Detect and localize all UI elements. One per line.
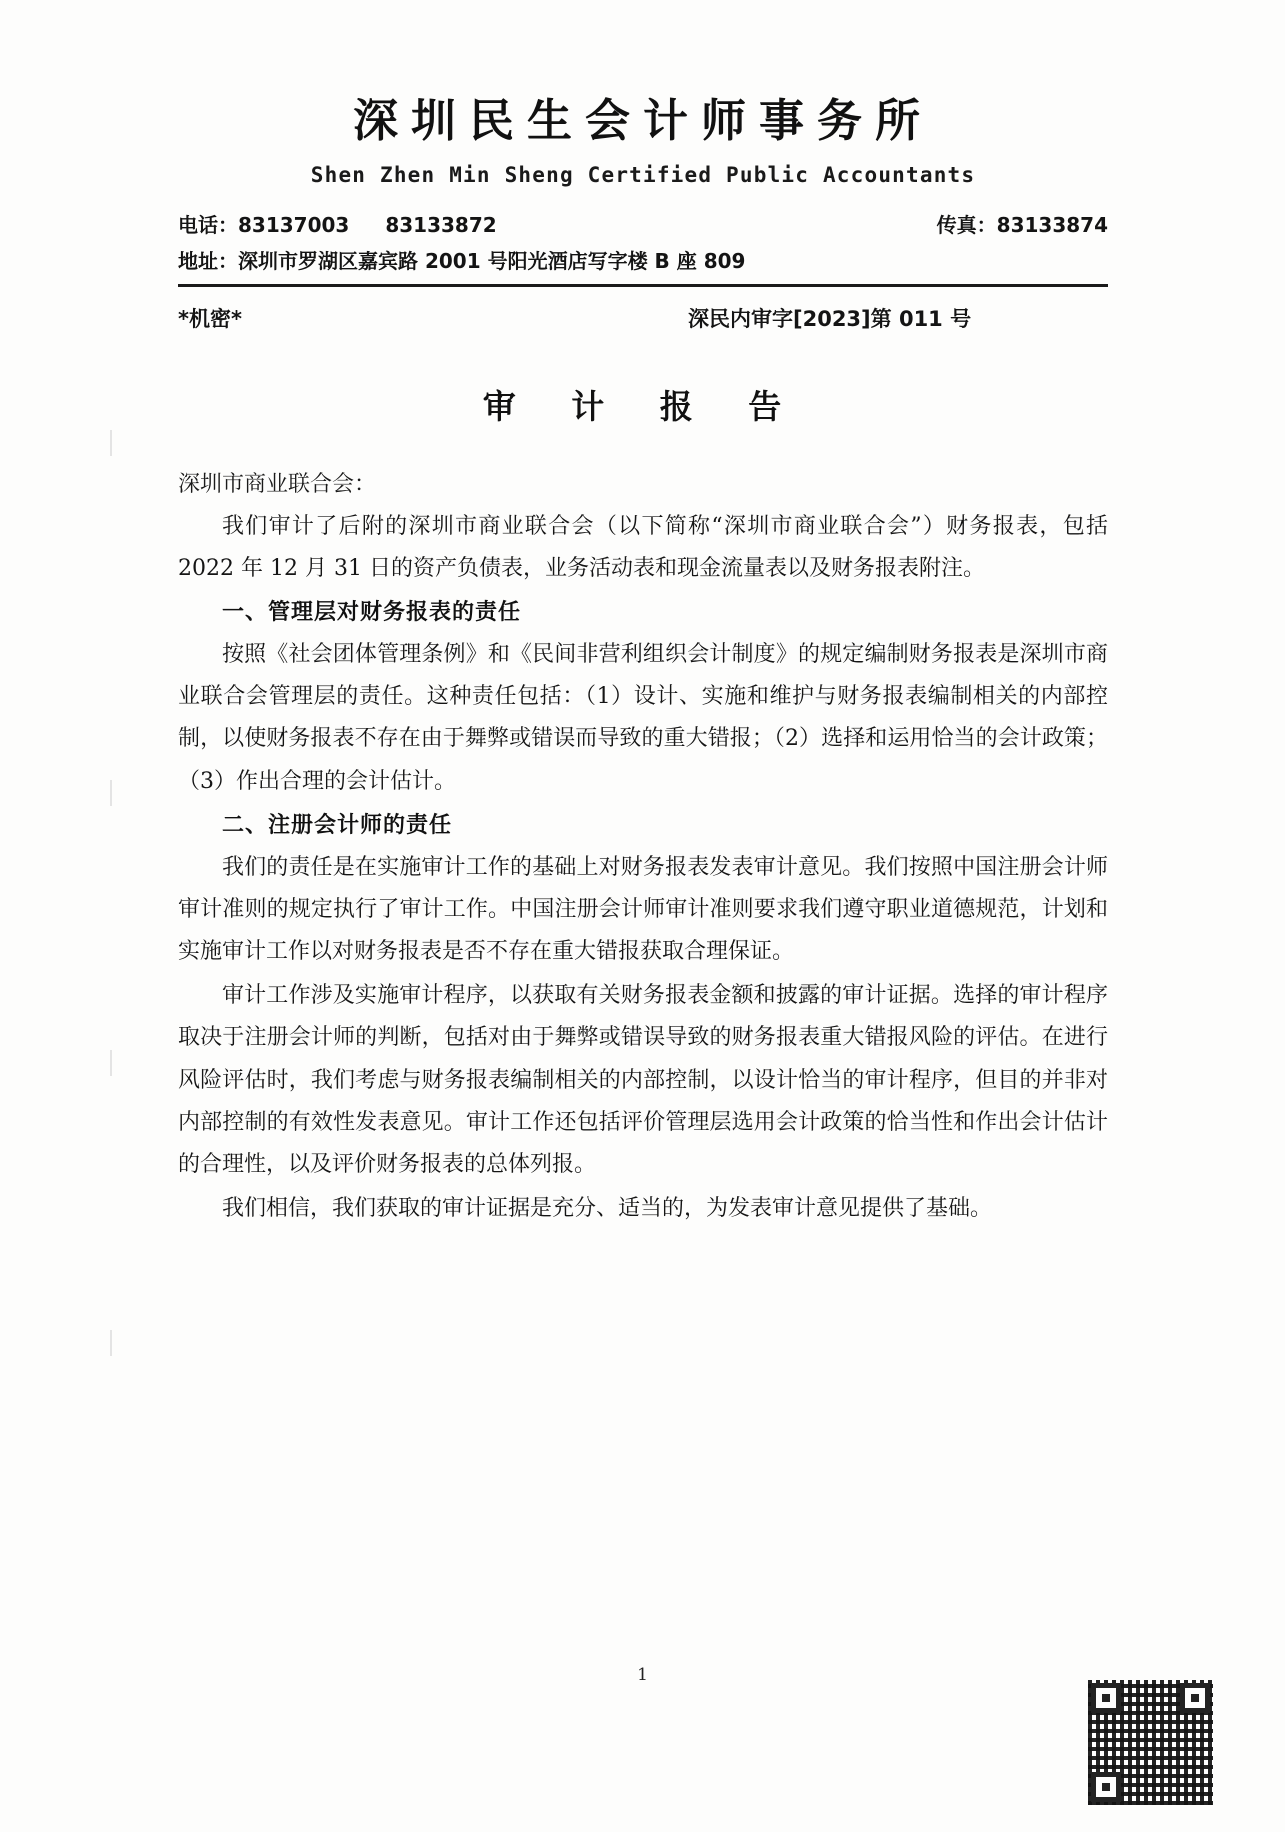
document-content xyxy=(178,95,1108,1231)
phone-label: 电话： xyxy=(178,212,238,237)
company-name-cn: 深圳民生会计师事务所 xyxy=(352,94,933,147)
phone-number-1: 83137003 xyxy=(238,212,350,237)
section-heading-1: 一、管理层对财务报表的责任 xyxy=(222,600,522,626)
paragraph-intro: 我们审计了后附的深圳市商业联合会（以下简称“深圳市商业联合会”）财务报表，包括 2022 年 12 月 31 日的资产负债表，业务活动表和现金流量表以及财务报表附注。 xyxy=(178,513,1108,581)
phone-number-2: 83133872 xyxy=(385,212,497,237)
header-divider xyxy=(178,284,1108,287)
document-number: 深民内审字[2023]第 011 号 xyxy=(688,306,972,331)
addressee: 深圳市商业联合会： xyxy=(178,471,377,497)
paragraph-section-2-2: 审计工作涉及实施审计程序，以获取有关财务报表金额和披露的审计证据。选择的审计程序取决于注册会计师的判断，包括对由于舞弊或错误导致的财务报表重大错报风险的评估。在进行风险评估时，我们考虑与财务报表编制相关的内部控制，以设计恰当的审计程序，但目的并非对内部控制的有效性发表意见。审计工作还包括评价管理层选用会计政策的恰当性和作出会计估计的合理性，以及评价财务报表的总体列报。 xyxy=(178,983,1108,1178)
phone-line xyxy=(178,209,497,238)
page-number: 1 xyxy=(637,1665,648,1685)
company-name-en: Shen Zhen Min Sheng Certified Public Accountants xyxy=(310,162,976,187)
contact-row xyxy=(178,209,1108,238)
paragraph-section-1: 按照《社会团体管理条例》和《民间非营利组织会计制度》的规定编制财务报表是深圳市商业联合会管理层的责任。这种责任包括：（1）设计、实施和维护与财务报表编制相关的内部控制，以使财务报表不存在由于舞弊或错误而导致的重大错报；（2）选择和运用恰当的会计政策；（3）作出合理的会计估计。 xyxy=(178,641,1108,794)
paragraph-section-2-1: 我们的责任是在实施审计工作的基础上对财务报表发表审计意见。我们按照中国注册会计师审计准则的规定执行了审计工作。中国注册会计师审计准则要求我们遵守职业道德规范，计划和实施审计工作以对财务报表是否不存在重大错报获取合理保证。 xyxy=(178,854,1108,965)
page-title: 审 计 报 告 xyxy=(482,386,804,426)
paragraph-section-2-3: 我们相信，我们获取的审计证据是充分、适当的，为发表审计意见提供了基础。 xyxy=(222,1196,993,1222)
section-heading-2: 二、注册会计师的责任 xyxy=(222,812,453,838)
confidential-label: *机密* xyxy=(178,306,242,331)
address-line: 地址：深圳市罗湖区嘉宾路 2001 号阳光酒店写字楼 B 座 809 xyxy=(178,248,746,273)
fax-line: 传真：83133874 xyxy=(936,212,1108,237)
qr-code-icon xyxy=(1088,1680,1213,1805)
document-meta xyxy=(178,303,1108,333)
